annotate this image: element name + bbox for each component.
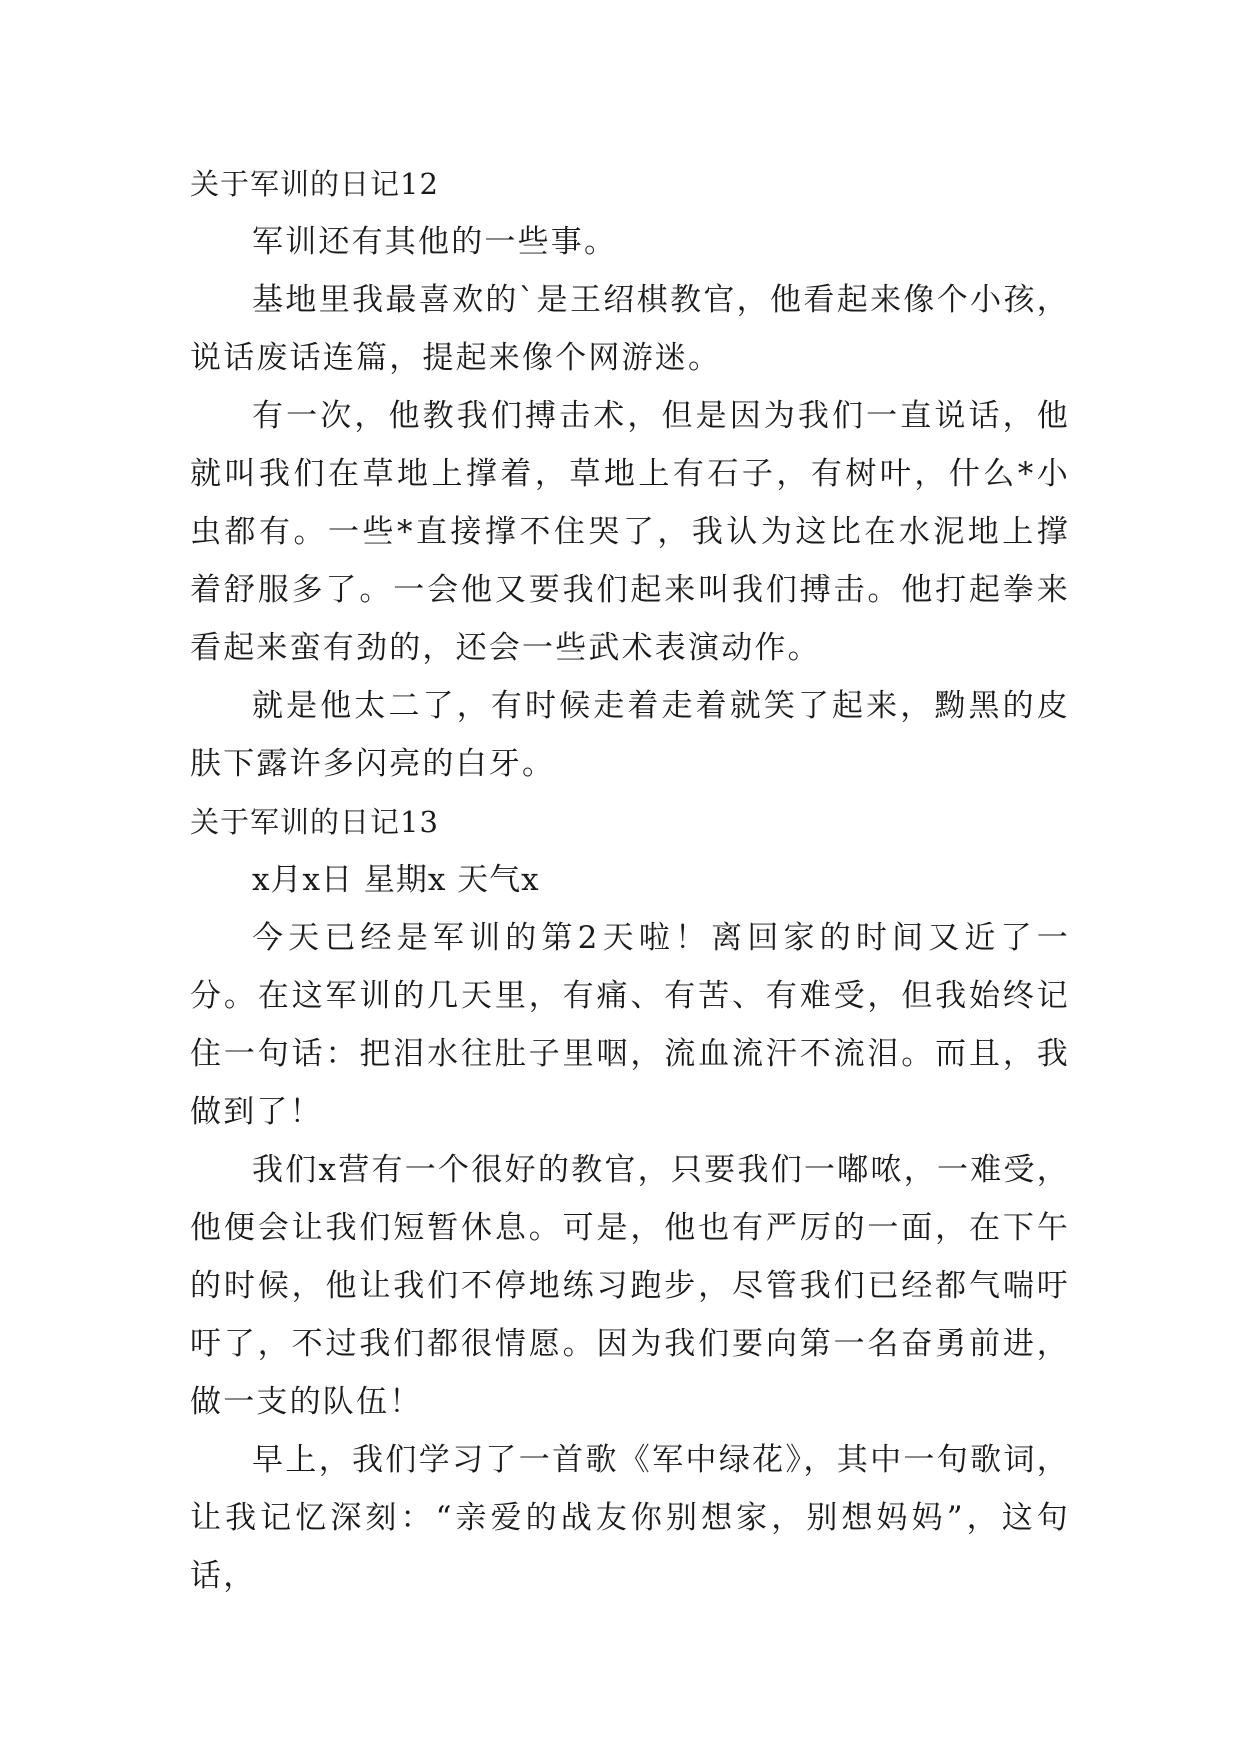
document-body — [190, 155, 1070, 1605]
paragraph: 有一次，他教我们搏击术，但是因为我们一直说话，他就叫我们在草地上撑着，草地上有石子，有树叶，什么*小虫都有。一些*直接撑不住哭了，我认为这比在水泥地上撑着舒服多了。一会他又要我们起来叫我们搏击。他打起拳来看起来蛮有劲的，还会一些武术表演动作。 — [190, 398, 1070, 666]
paragraph: 今天已经是军训的第2天啦！离回家的时间又近了一分。在这军训的几天里，有痛、有苦、有难受，但我始终记住一句话：把泪水往肚子里咽，流血流汗不流泪。而且，我做到了！ — [190, 920, 1070, 1130]
paragraph: 早上，我们学习了一首歌《军中绿花》，其中一句歌词，让我记忆深刻：“亲爱的战友你别想家，别想妈妈”，这句话， — [190, 1442, 1070, 1594]
date-line: x月x日 星期x 天气x — [252, 862, 540, 898]
paragraph: 就是他太二了，有时候走着走着就笑了起来，黝黑的皮肤下露许多闪亮的白牙。 — [190, 688, 1070, 782]
paragraph: 军训还有其他的一些事。 — [252, 224, 618, 260]
paragraph: 我们x营有一个很好的教官，只要我们一嘟哝，一难受，他便会让我们短暂休息。可是，他也有严厉的一面，在下午的时候，他让我们不停地练习跑步，尽管我们已经都气喘吁吁了，不过我们都很情愿。因为我们要向第一名奋勇前进，做一支的队伍！ — [190, 1152, 1070, 1420]
section-title-12: 关于军训的日记12 — [190, 167, 439, 201]
paragraph: 基地里我最喜欢的`是王绍棋教官，他看起来像个小孩，说话废话连篇，提起来像个网游迷。 — [190, 282, 1070, 376]
section-title-13: 关于军训的日记13 — [190, 805, 439, 839]
